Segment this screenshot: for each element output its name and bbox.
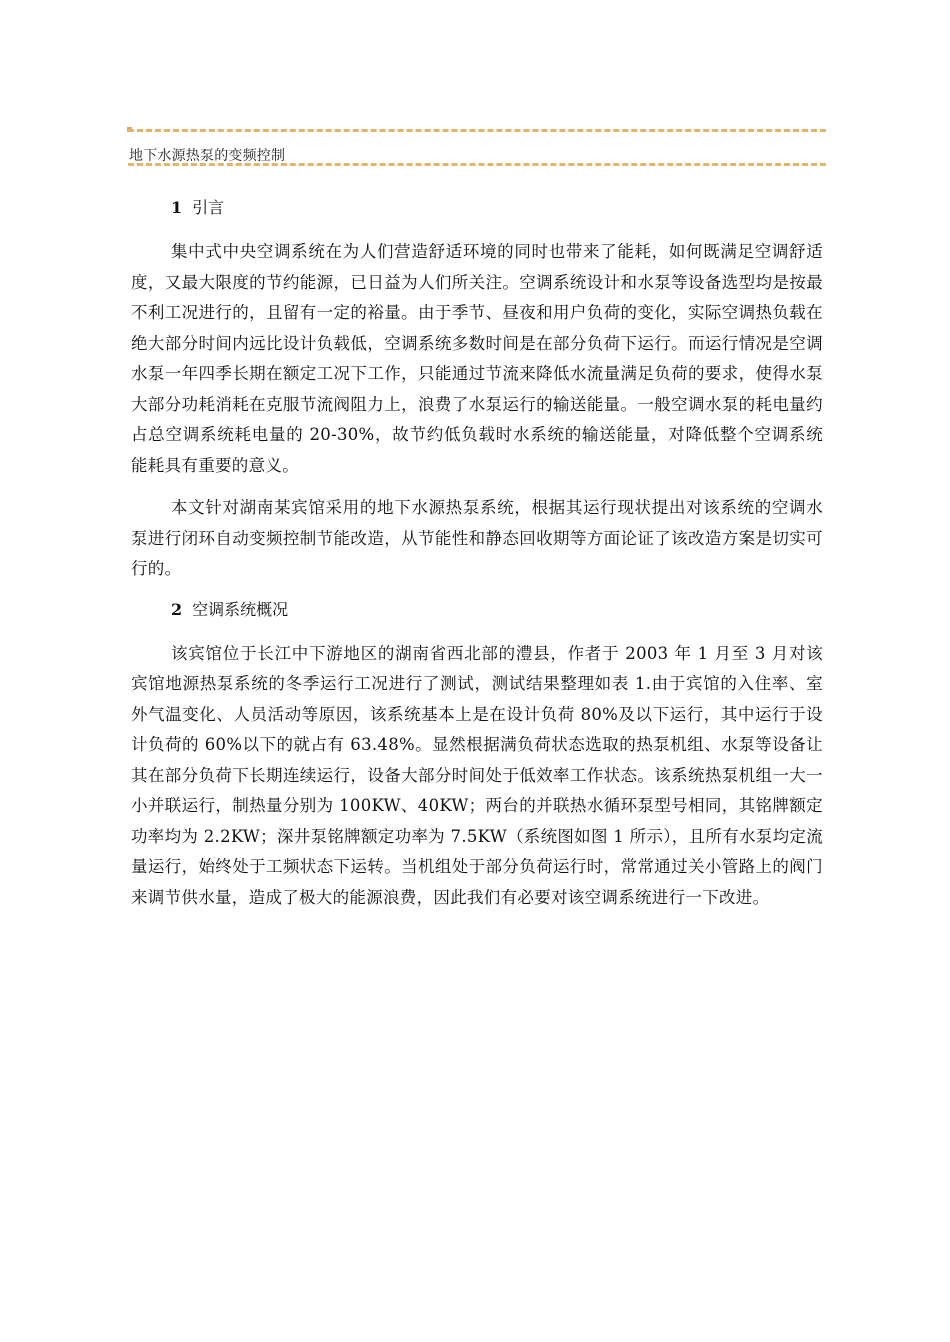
section-heading-system-overview <box>171 597 823 623</box>
running-header-title: 地下水源热泵的变频控制 <box>129 148 286 164</box>
paragraph: 本文针对湖南某宾馆采用的地下水源热泵系统，根据其运行现状提出对该系统的空调水泵进行闭环自动变频控制节能改造，从节能性和静态回收期等方面论证了该改造方案是切实可行的。 <box>131 498 823 578</box>
section-title: 引言 <box>192 198 225 217</box>
section-number: 2 <box>171 599 183 619</box>
document-body <box>131 195 823 925</box>
header-rule-bottom <box>128 163 826 166</box>
paragraph: 该宾馆位于长江中下游地区的湖南省西北部的澧县，作者于 2003 年 1 月至 3 月对该宾馆地源热泵系统的冬季运行工况进行了测试，测试结果整理如表 1.由于宾馆的入住率、室外气温变化、人员活动等原因，该系统基本上是在设计负荷 80%及以下运行，其中运行于设计负荷的 60%以下的就占有 63.48%。显然根据满负荷状态选取的热泵机组、水泵等设备让其在部分负荷下长期连续运行，设备大部分时间处于低效率工作状态。该系统热泵机组一大一小并联运行，制热量分别为 100KW、40KW；两台的并联热水循环泵型号相同，其铭牌额定功率均为 2.2KW；深井泵铭牌额定功率为 7.5KW（系统图如图 1 所示），且所有水泵均定流量运行，始终处于工频状态下运转。当机组处于部分负荷运行时，常常通过关小管路上的阀门来调节供水量，造成了极大的能源浪费，因此我们有必要对该空调系统进行一下改进。 <box>131 643 824 907</box>
section-number: 1 <box>171 198 183 217</box>
section-title: 空调系统概况 <box>192 599 289 619</box>
section-heading-introduction <box>171 195 823 221</box>
paragraph: 集中式中央空调系统在为人们营造舒适环境的同时也带来了能耗，如何既满足空调舒适度，又最大限度的节约能源，已日益为人们所关注。空调系统设计和水泵等设备选型均是按最不利工况进行的，且留有一定的裕量。由于季节、昼夜和用户负荷的变化，实际空调热负载在绝大部分时间内远比设计负载低，空调系统多数时间是在部分负荷下运行。而运行情况是空调水泵一年四季长期在额定工况下工作，只能通过节流来降低水流量满足负荷的要求，使得水泵大部分功耗消耗在克服节流阀阻力上，浪费了水泵运行的输送能量。一般空调水泵的耗电量约占总空调系统耗电量的 20-30%，故节约低负载时水系统的输送能量，对降低整个空调系统能耗具有重要的意义。 <box>131 242 823 475</box>
header-rule-top <box>128 129 826 132</box>
